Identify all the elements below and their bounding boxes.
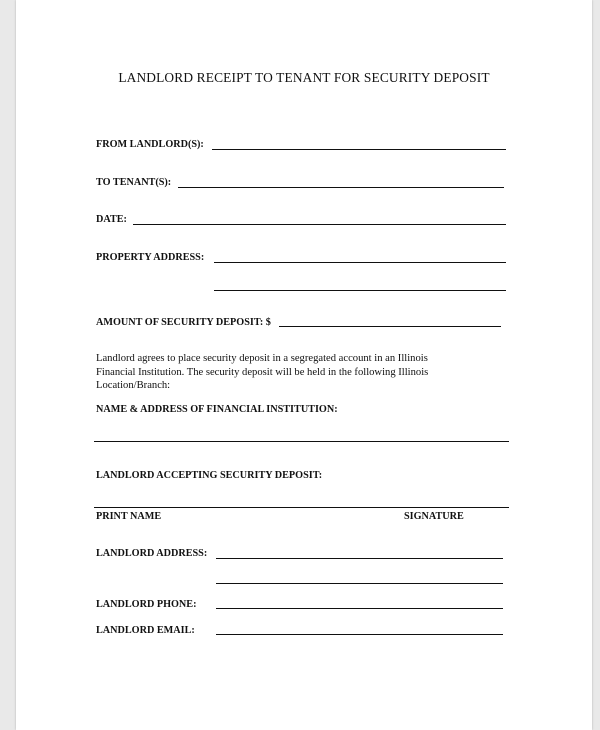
- paragraph-line-3: Location/Branch:: [96, 380, 171, 391]
- paragraph-line-2: Financial Institution. The security deposit will be held in the following Illinois: [96, 366, 429, 378]
- landlord-accepting-label: LANDLORD ACCEPTING SECURITY DEPOSIT:: [96, 470, 323, 481]
- landlord-address-line-2[interactable]: [216, 583, 503, 584]
- document-page: [16, 0, 592, 730]
- page-title: LANDLORD RECEIPT TO TENANT FOR SECURITY DEPOSIT: [118, 70, 490, 85]
- landlord-phone-line[interactable]: [216, 608, 503, 609]
- date-line[interactable]: [133, 224, 506, 225]
- landlord-address-line-1[interactable]: [216, 558, 503, 559]
- property-address-line-2[interactable]: [214, 290, 506, 291]
- deposit-agreement-paragraph: [96, 352, 496, 393]
- landlord-address-label: LANDLORD ADDRESS:: [96, 548, 208, 559]
- landlord-phone-label: LANDLORD PHONE:: [96, 599, 197, 610]
- from-landlord-label: FROM LANDLORD(S):: [96, 139, 204, 150]
- to-tenant-line[interactable]: [178, 187, 504, 188]
- financial-institution-line[interactable]: [94, 441, 509, 442]
- landlord-email-line[interactable]: [216, 634, 503, 635]
- date-label: DATE:: [96, 214, 127, 225]
- landlord-email-label: LANDLORD EMAIL:: [96, 625, 195, 636]
- to-tenant-label: TO TENANT(S):: [96, 177, 172, 188]
- paragraph-line-1: Landlord agrees to place security deposit in a segregated account in an Illinois: [96, 353, 428, 364]
- financial-institution-label: NAME & ADDRESS OF FINANCIAL INSTITUTION:: [96, 404, 338, 415]
- print-name-label: PRINT NAME: [96, 511, 162, 522]
- property-address-line-1[interactable]: [214, 262, 506, 263]
- amount-deposit-line[interactable]: [279, 326, 501, 327]
- from-landlord-line[interactable]: [212, 149, 506, 150]
- amount-deposit-label: AMOUNT OF SECURITY DEPOSIT: $: [96, 317, 271, 328]
- signature-label: SIGNATURE: [404, 511, 464, 522]
- landlord-accepting-line[interactable]: [94, 507, 509, 508]
- property-address-label: PROPERTY ADDRESS:: [96, 252, 205, 263]
